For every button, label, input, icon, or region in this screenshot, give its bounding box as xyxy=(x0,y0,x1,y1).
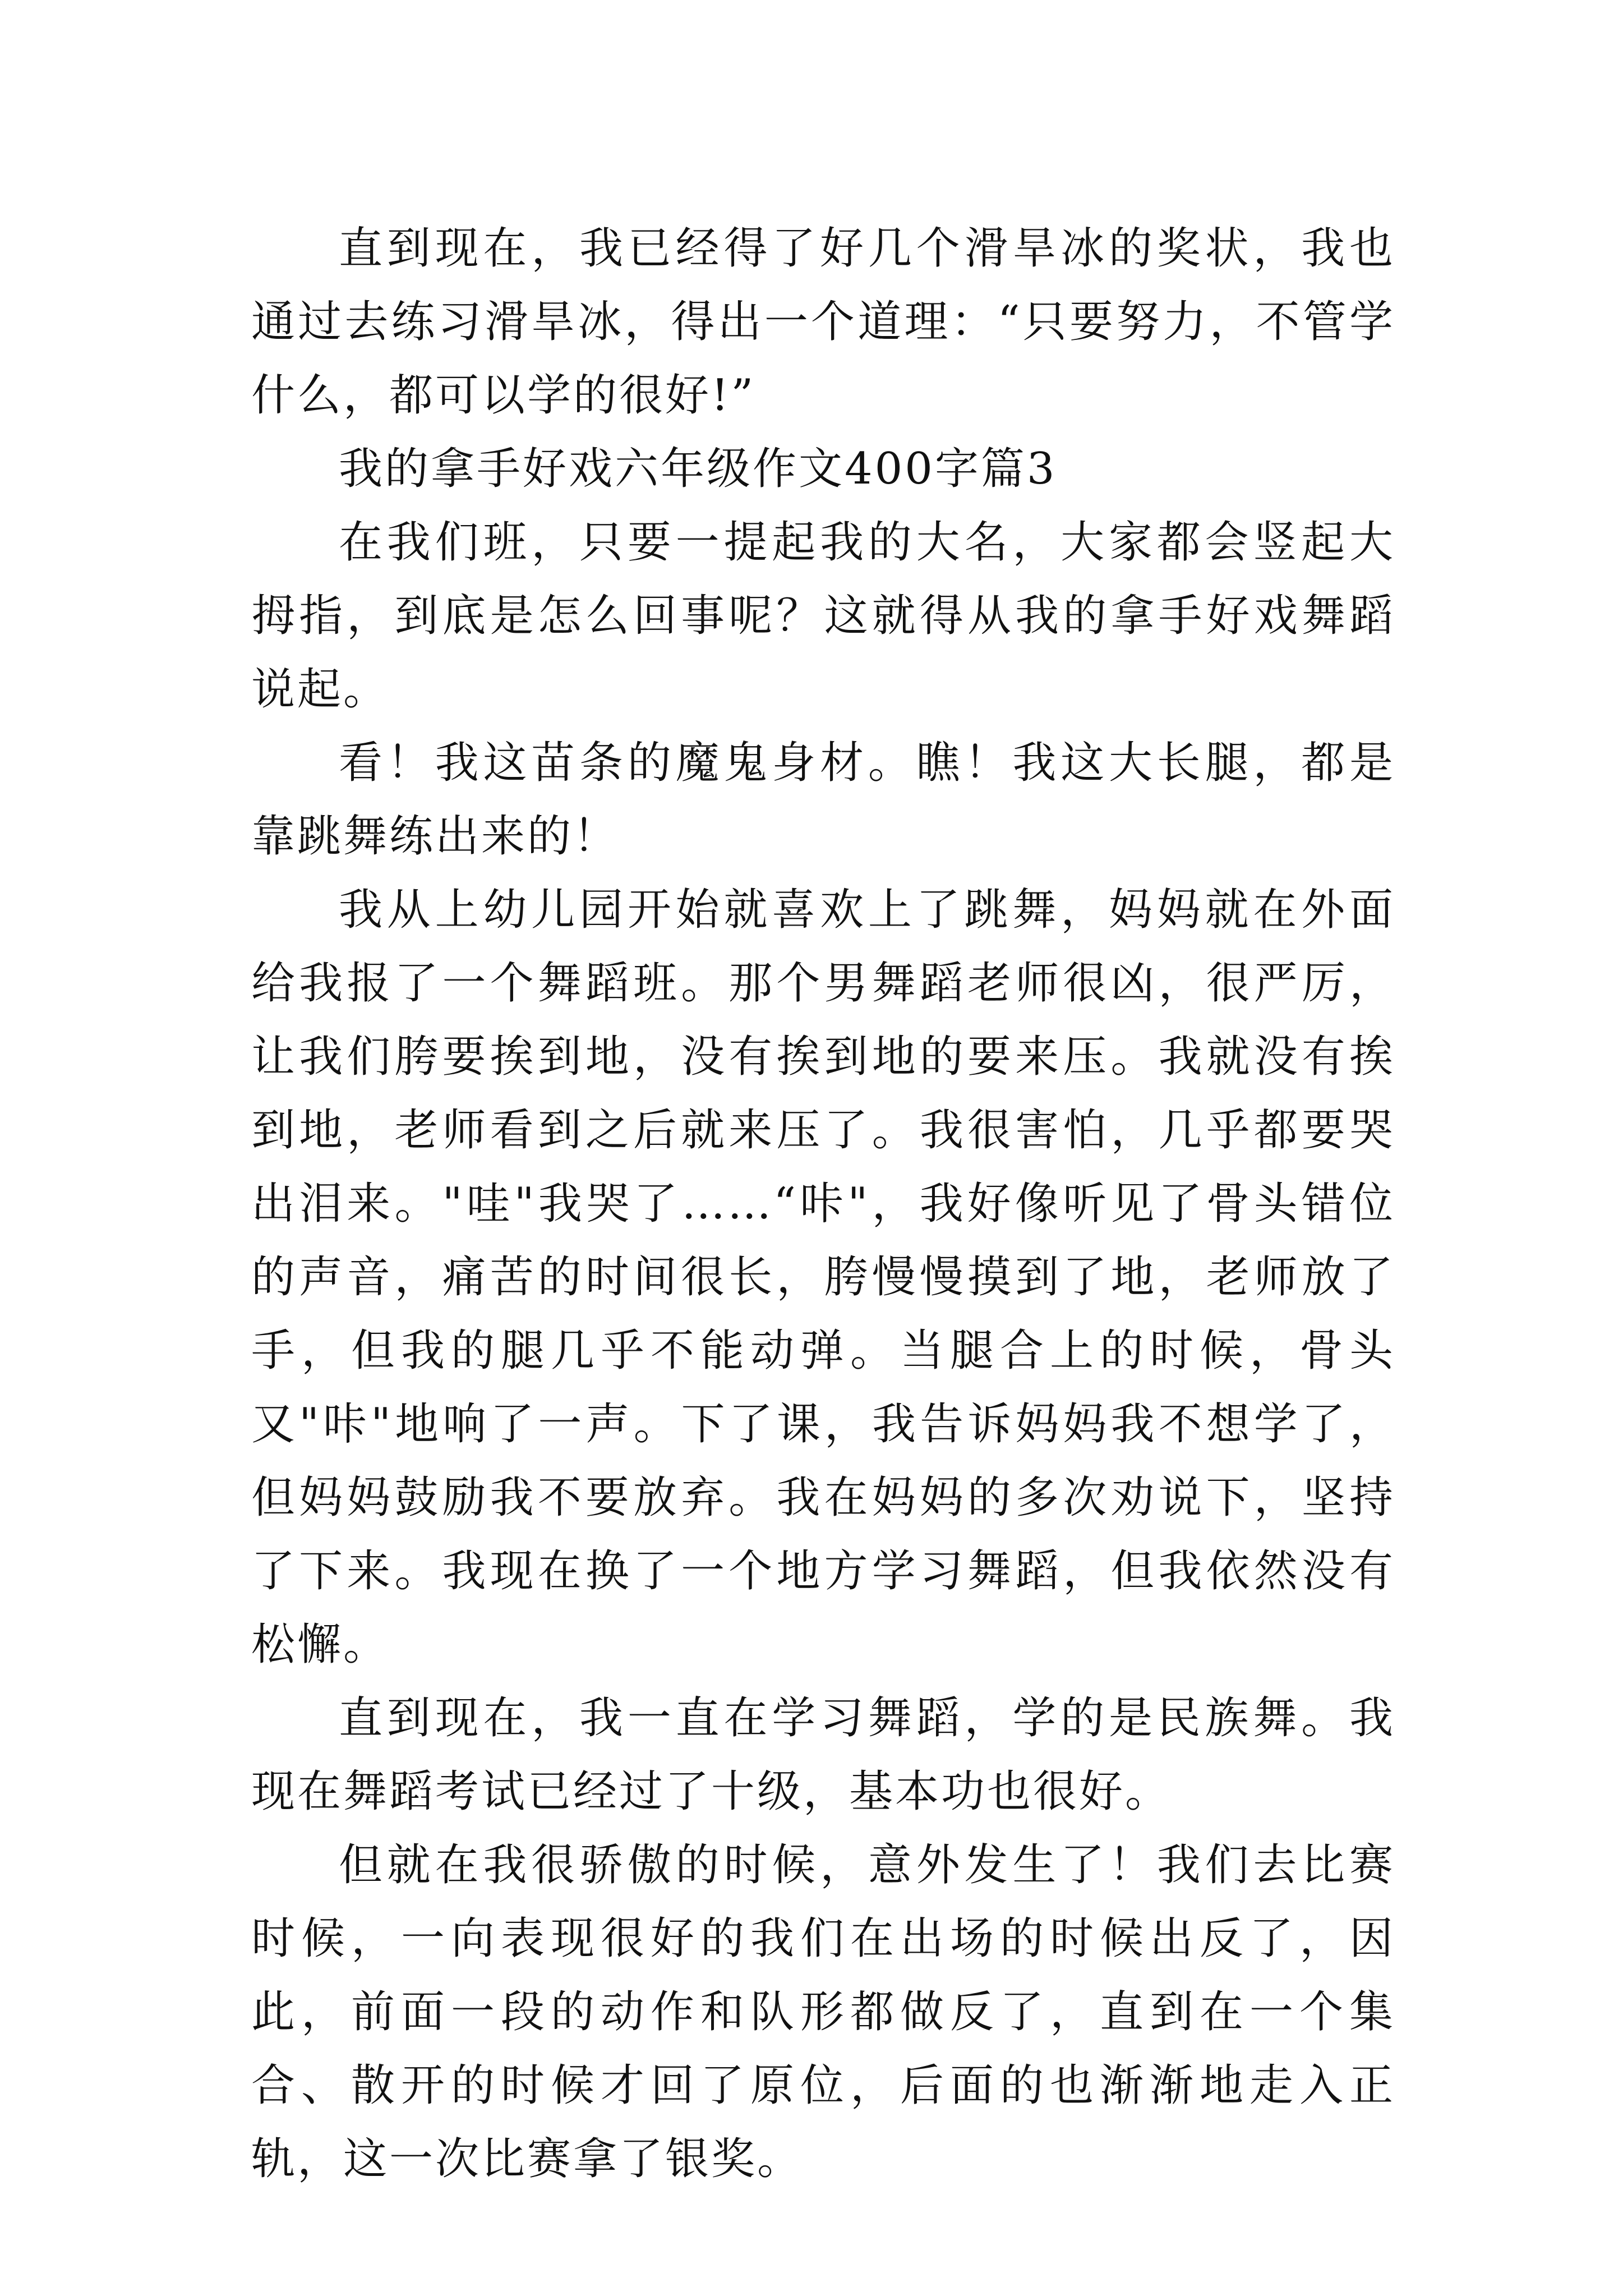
section-heading: 我的拿手好戏六年级作文400字篇3 xyxy=(339,444,1057,494)
paragraph-2: 在我们班，只要一提起我的大名，大家都会竖起大拇指，到底是怎么回事呢？这就得从我的拿手好戏舞蹈说起。 xyxy=(251,517,1395,715)
paragraph-5: 直到现在，我一直在学习舞蹈，学的是民族舞。我现在舞蹈考试已经过了十级，基本功也很好。 xyxy=(251,1693,1395,1817)
document-body xyxy=(251,212,1395,2196)
paragraph-6: 但就在我很骄傲的时候，意外发生了！我们去比赛时候，一向表现很好的我们在出场的时候出反了，因此，前面一段的动作和队形都做反了，直到在一个集合、散开的时候才回了原位，后面的也渐渐地走入正轨，这一次比赛拿了银奖。 xyxy=(251,1840,1395,2184)
paragraph-4: 我从上幼儿园开始就喜欢上了跳舞，妈妈就在外面给我报了一个舞蹈班。那个男舞蹈老师很凶，很严厉，让我们胯要挨到地，没有挨到地的要来压。我就没有挨到地，老师看到之后就来压了。我很害怕，几乎都要哭出泪来。"哇"我哭了……“咔"，我好像听见了骨头错位的声音，痛苦的时间很长，胯慢慢摸到了地，老师放了手，但我的腿几乎不能动弹。当腿合上的时候，骨头又"咔"地响了一声。下了课，我告诉妈妈我不想学了，但妈妈鼓励我不要放弃。我在妈妈的多次劝说下，坚持了下来。我现在换了一个地方学习舞蹈，但我依然没有松懈。 xyxy=(251,885,1395,1670)
paragraph-3: 看！我这苗条的魔鬼身材。瞧！我这大长腿，都是靠跳舞练出来的！ xyxy=(251,738,1395,862)
paragraph-1: 直到现在，我已经得了好几个滑旱冰的奖状，我也通过去练习滑旱冰，得出一个道理：“只要努力，不管学什么，都可以学的很好!” xyxy=(251,223,1395,421)
